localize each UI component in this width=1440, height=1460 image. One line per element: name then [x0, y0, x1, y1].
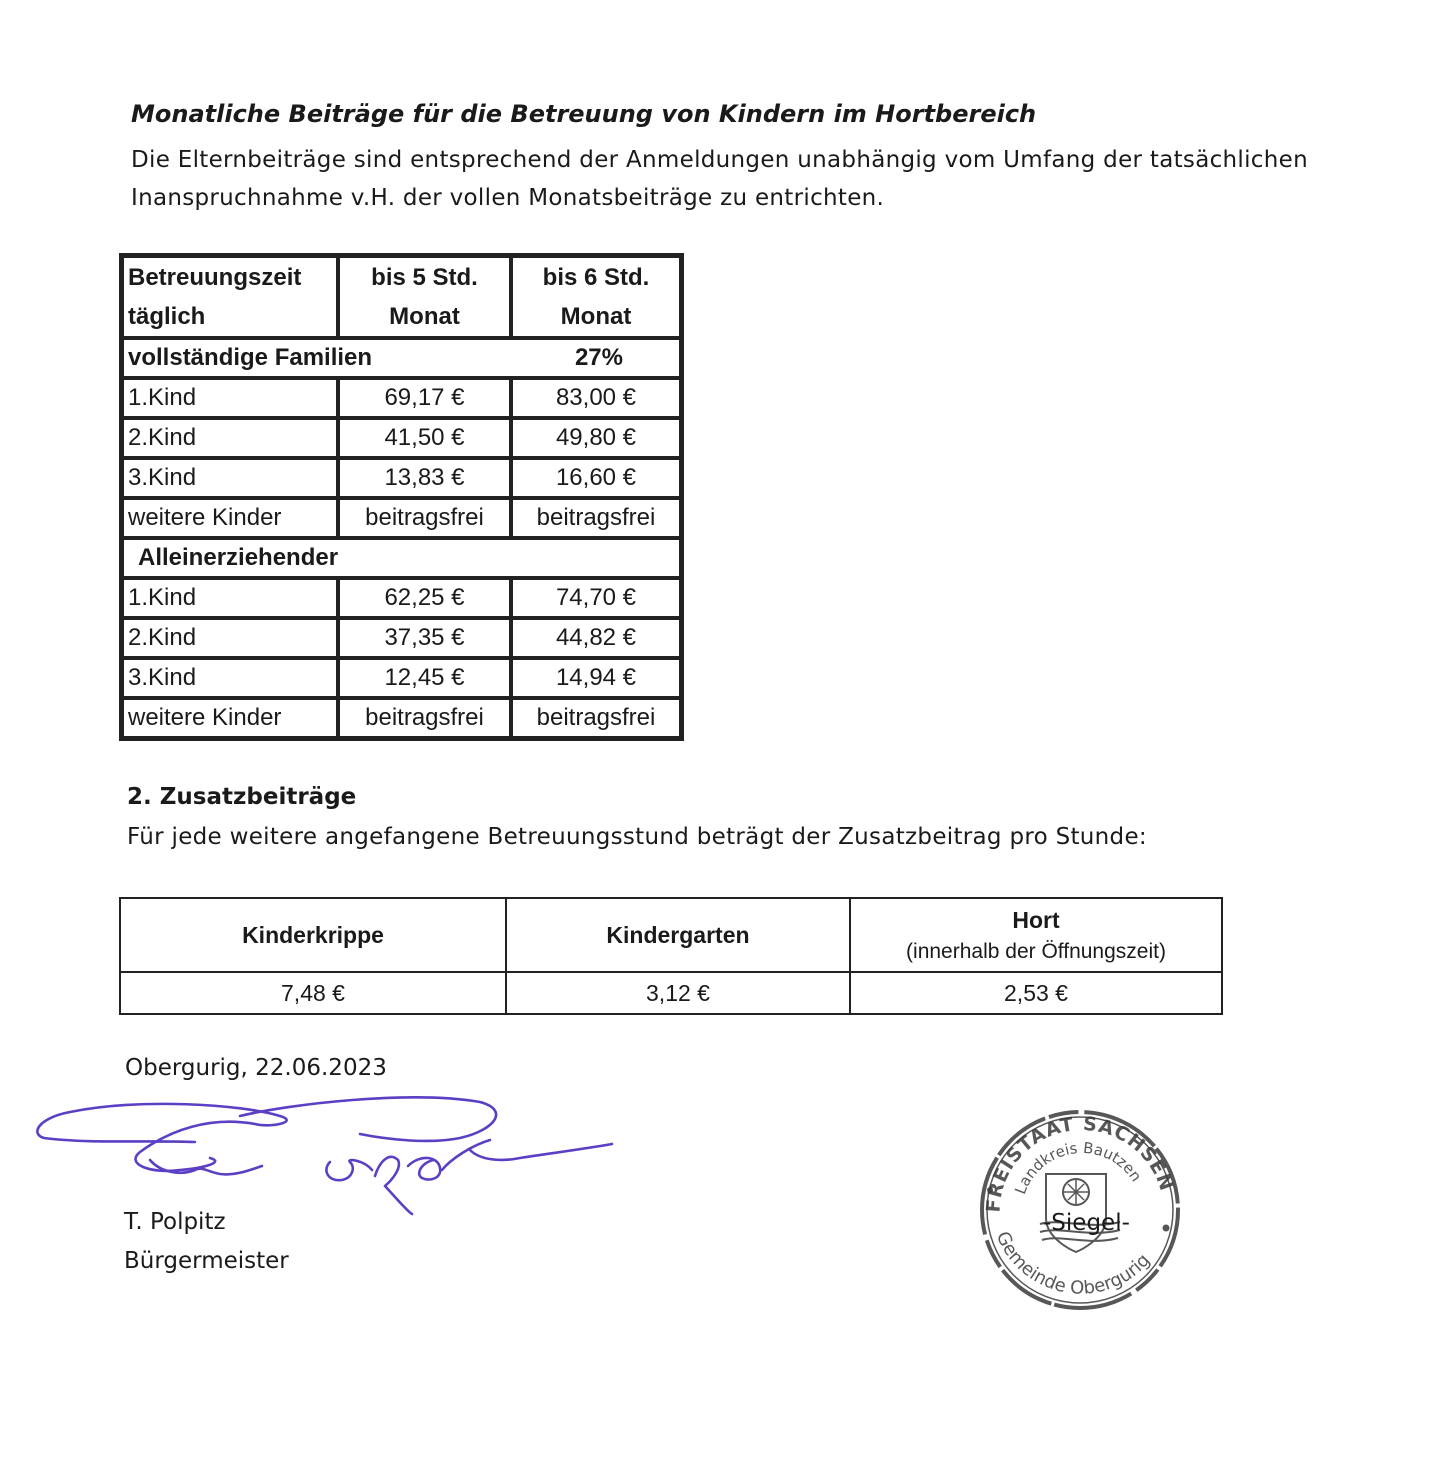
header-text: Monat [389, 303, 460, 330]
group-percent: 27% [511, 338, 681, 378]
cell-value: beitragsfrei [338, 698, 511, 738]
header-text: bis 6 Std. [542, 264, 650, 291]
cell-value: 13,83 € [338, 458, 511, 498]
cell-value: 37,35 € [338, 618, 511, 658]
extra-fee-table [119, 897, 1223, 1015]
table-row [122, 618, 681, 658]
row-label: 1.Kind [122, 578, 338, 618]
extra-table-header [120, 898, 1222, 972]
table-row [122, 698, 681, 738]
header-text: bis 5 Std. [371, 264, 478, 291]
group-label: vollständige Familien [122, 338, 511, 378]
fee-table [119, 253, 684, 741]
signer-name: T. Polpitz [124, 1209, 226, 1235]
table-row [122, 378, 681, 418]
svg-text:FREISTAAT SACHSEN [982, 1113, 1177, 1213]
header-text: Monat [560, 303, 632, 330]
header-bis-6-std [511, 256, 681, 338]
value-kindergarten: 3,12 € [506, 972, 850, 1014]
fee-table-header [122, 256, 681, 338]
row-label: 2.Kind [122, 418, 338, 458]
group-label: Alleinerziehender [122, 538, 681, 578]
header-text: Betreuungszeit [128, 264, 302, 291]
section-title: 2. Zusatzbeiträge [127, 784, 357, 810]
signer-role: Bürgermeister [124, 1248, 289, 1274]
header-hort [850, 898, 1222, 972]
header-betreuungszeit [122, 256, 338, 338]
cell-value: 69,17 € [338, 378, 511, 418]
intro-line: Die Elternbeiträge sind entsprechend der Anmeldungen unabhängig vom Umfang der tatsächlichen [131, 147, 1308, 173]
seal-label: -Siegel- [1043, 1210, 1130, 1236]
row-label: 3.Kind [122, 458, 338, 498]
cell-value: 12,45 € [338, 658, 511, 698]
extra-table-values [120, 972, 1222, 1014]
cell-value: 16,60 € [511, 458, 681, 498]
intro-line: Inanspruchnahme v.H. der vollen Monatsbeiträge zu entrichten. [131, 185, 885, 211]
cell-value: 74,70 € [511, 578, 681, 618]
cell-value: 41,50 € [338, 418, 511, 458]
table-row [122, 578, 681, 618]
cell-value: beitragsfrei [511, 698, 681, 738]
hort-label: Hort [1012, 906, 1060, 933]
cell-value: 14,94 € [511, 658, 681, 698]
cell-value: 62,25 € [338, 578, 511, 618]
group-row-vollstaendige-familien [122, 338, 681, 378]
page-title: Monatliche Beiträge für die Betreuung von Kindern im Hortbereich [131, 100, 1037, 128]
cell-value: 83,00 € [511, 378, 681, 418]
signature-image [30, 1090, 630, 1220]
row-label: 1.Kind [122, 378, 338, 418]
section-text: Für jede weitere angefangene Betreuungsstund beträgt der Zusatzbeitrag pro Stunde: [127, 824, 1147, 850]
group-row-alleinerziehender [122, 538, 681, 578]
row-label: weitere Kinder [122, 498, 338, 538]
official-seal-stamp [970, 1100, 1190, 1310]
place-date: Obergurig, 22.06.2023 [125, 1055, 387, 1081]
header-text: täglich [128, 303, 206, 330]
seal-inner-text: Landkreis Bautzen [1011, 1138, 1146, 1197]
header-bis-5-std [338, 256, 511, 338]
intro-paragraph [131, 141, 1351, 217]
header-kindergarten: Kindergarten [506, 898, 850, 972]
hort-subtitle: (innerhalb der Öffnungszeit) [906, 939, 1166, 963]
seal-bottom-text: Gemeinde Obergurig [991, 1228, 1155, 1299]
cell-value: 49,80 € [511, 418, 681, 458]
table-row [122, 418, 681, 458]
row-label: weitere Kinder [122, 698, 338, 738]
seal-top-text: FREISTAAT SACHSEN [982, 1112, 1178, 1214]
row-label: 3.Kind [122, 658, 338, 698]
table-row [122, 498, 681, 538]
cell-value: beitragsfrei [511, 498, 681, 538]
value-kinderkrippe: 7,48 € [120, 972, 506, 1014]
value-hort: 2,53 € [850, 972, 1222, 1014]
table-row [122, 658, 681, 698]
table-row [122, 458, 681, 498]
cell-value: beitragsfrei [338, 498, 511, 538]
row-label: 2.Kind [122, 618, 338, 658]
cell-value: 44,82 € [511, 618, 681, 658]
header-kinderkrippe: Kinderkrippe [120, 898, 506, 972]
